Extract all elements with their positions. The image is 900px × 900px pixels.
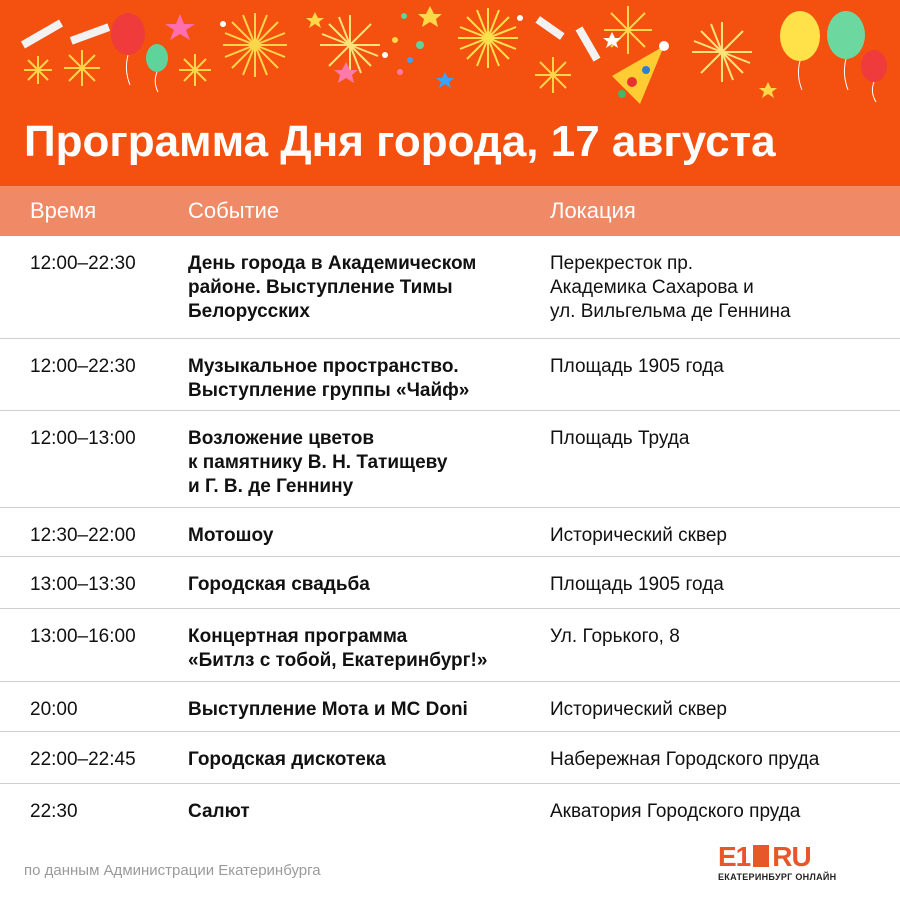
row-time: 20:00 — [30, 699, 78, 720]
table-row — [0, 682, 900, 732]
table-row — [0, 784, 900, 836]
party-hat-icon — [612, 41, 669, 104]
row-location: Исторический сквер — [550, 525, 728, 546]
logo-right: RU — [772, 841, 811, 872]
column-header-location: Локация — [550, 198, 636, 223]
table-row — [0, 508, 900, 557]
row-event: Городская свадьба — [188, 574, 370, 595]
table-row — [0, 609, 900, 682]
schedule-table — [0, 236, 900, 836]
row-location: Перекресток пр. Академика Сахарова и ул. Вильгельма де Геннина — [550, 253, 791, 322]
row-location: Акватория Городского пруда — [550, 801, 801, 822]
e1-logo[interactable] — [718, 842, 848, 882]
festive-decoration — [0, 0, 900, 110]
row-event: Городская дискотека — [188, 749, 386, 770]
page-title: Программа Дня города, 17 августа — [24, 117, 776, 166]
row-time: 22:30 — [30, 801, 78, 822]
column-header-event: Событие — [188, 198, 280, 223]
logo-wordmark — [718, 842, 811, 872]
table-row — [0, 732, 900, 784]
row-location: Ул. Горького, 8 — [550, 626, 680, 647]
row-event: Выступление Мота и MC Doni — [188, 699, 468, 720]
table-row — [0, 236, 900, 339]
row-location: Набережная Городского пруда — [550, 749, 820, 770]
row-time: 12:00–22:30 — [30, 356, 136, 377]
row-location: Площадь 1905 года — [550, 574, 724, 595]
row-time: 13:00–13:30 — [30, 574, 136, 595]
logo-square-icon — [753, 845, 769, 867]
column-header-time: Время — [30, 198, 97, 223]
row-time: 12:00–22:30 — [30, 253, 136, 274]
row-event: Возложение цветов к памятнику В. Н. Татищеву и Г. В. де Геннину — [188, 428, 448, 497]
row-time: 12:30–22:00 — [30, 525, 136, 546]
table-row — [0, 411, 900, 508]
row-time: 12:00–13:00 — [30, 428, 136, 449]
logo-left: E1 — [718, 841, 751, 872]
table-header — [0, 186, 900, 236]
row-time: 13:00–16:00 — [30, 626, 136, 647]
row-event: Мотошоу — [188, 525, 274, 546]
row-location: Площадь Труда — [550, 428, 690, 449]
table-row — [0, 557, 900, 609]
header-banner — [0, 0, 900, 186]
logo-tagline: ЕКАТЕРИНБУРГ ОНЛАЙН — [718, 872, 837, 882]
source-note: по данным Администрации Екатеринбурга — [24, 862, 321, 879]
row-event: Музыкальное пространство. Выступление группы «Чайф» — [188, 356, 470, 401]
row-location: Площадь 1905 года — [550, 356, 724, 377]
row-location: Исторический сквер — [550, 699, 728, 720]
table-row — [0, 339, 900, 411]
row-event: Концертная программа «Битлз с тобой, Екатеринбург!» — [188, 626, 488, 671]
row-event: День города в Академическом районе. Выступление Тимы Белорусских — [188, 253, 477, 322]
row-event: Салют — [188, 801, 250, 822]
row-time: 22:00–22:45 — [30, 749, 136, 770]
